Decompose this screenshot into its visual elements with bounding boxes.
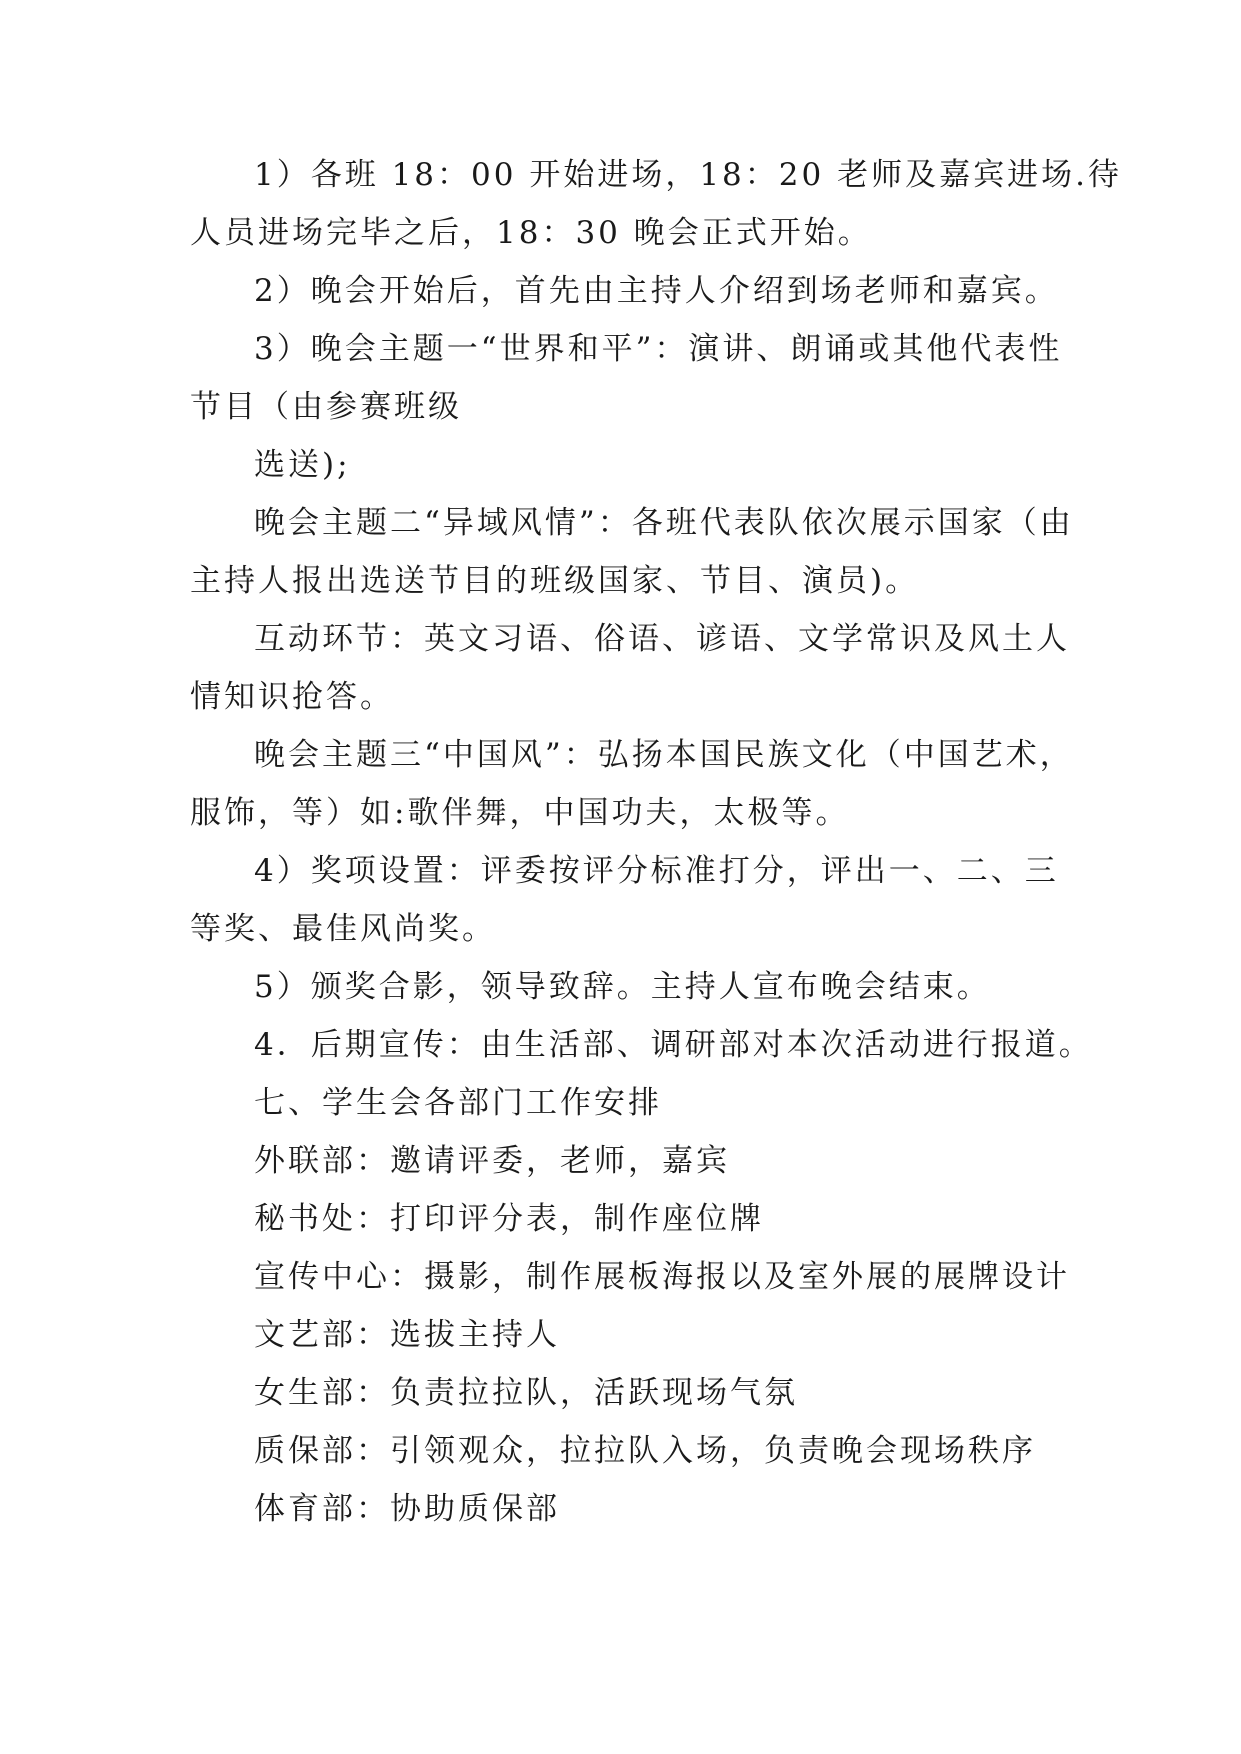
text-line: 晚会主题二“异域风情”：各班代表队依次展示国家（由: [254, 505, 1074, 541]
text-line: 服饰，等）如:歌伴舞，中国功夫，太极等。: [190, 795, 850, 831]
text-line: 5）颁奖合影，领导致辞。主持人宣布晚会结束。: [254, 969, 991, 1005]
text-line: 主持人报出选送节目的班级国家、节目、演员)。: [190, 563, 920, 599]
text-line: 互动环节：英文习语、俗语、谚语、文学常识及风土人: [254, 621, 1070, 657]
text-line: 选送);: [254, 447, 351, 483]
document-body: [190, 157, 1122, 1552]
text-line: 秘书处：打印评分表，制作座位牌: [254, 1201, 764, 1237]
text-line: 质保部：引领观众，拉拉队入场，负责晚会现场秩序: [254, 1433, 1036, 1469]
text-line: 文艺部：选拔主持人: [254, 1317, 560, 1353]
text-line: 节目（由参赛班级: [190, 389, 462, 425]
text-line: 外联部：邀请评委，老师，嘉宾: [254, 1143, 730, 1179]
text-line: 人员进场完毕之后，18：30 晚会正式开始。: [190, 215, 872, 251]
text-line: 等奖、最佳风尚奖。: [190, 911, 496, 947]
text-line: 4．后期宣传：由生活部、调研部对本次活动进行报道。: [254, 1027, 1093, 1063]
text-line: 体育部：协助质保部: [254, 1491, 560, 1527]
text-line: 宣传中心：摄影，制作展板海报以及室外展的展牌设计: [254, 1259, 1070, 1295]
text-line: 情知识抢答。: [190, 679, 394, 715]
section-heading: 七、学生会各部门工作安排: [254, 1085, 662, 1121]
text-line: 4）奖项设置：评委按评分标准打分，评出一、二、三: [254, 853, 1059, 889]
text-line: 晚会主题三“中国风”：弘扬本国民族文化（中国艺术，: [254, 737, 1074, 773]
text-line: 3）晚会主题一“世界和平”：演讲、朗诵或其他代表性: [254, 331, 1063, 367]
text-line: 女生部：负责拉拉队，活跃现场气氛: [254, 1375, 798, 1411]
text-line: 1）各班 18：00 开始进场，18：20 老师及嘉宾进场.待: [254, 157, 1122, 193]
text-line: 2）晚会开始后，首先由主持人介绍到场老师和嘉宾。: [254, 273, 1059, 309]
